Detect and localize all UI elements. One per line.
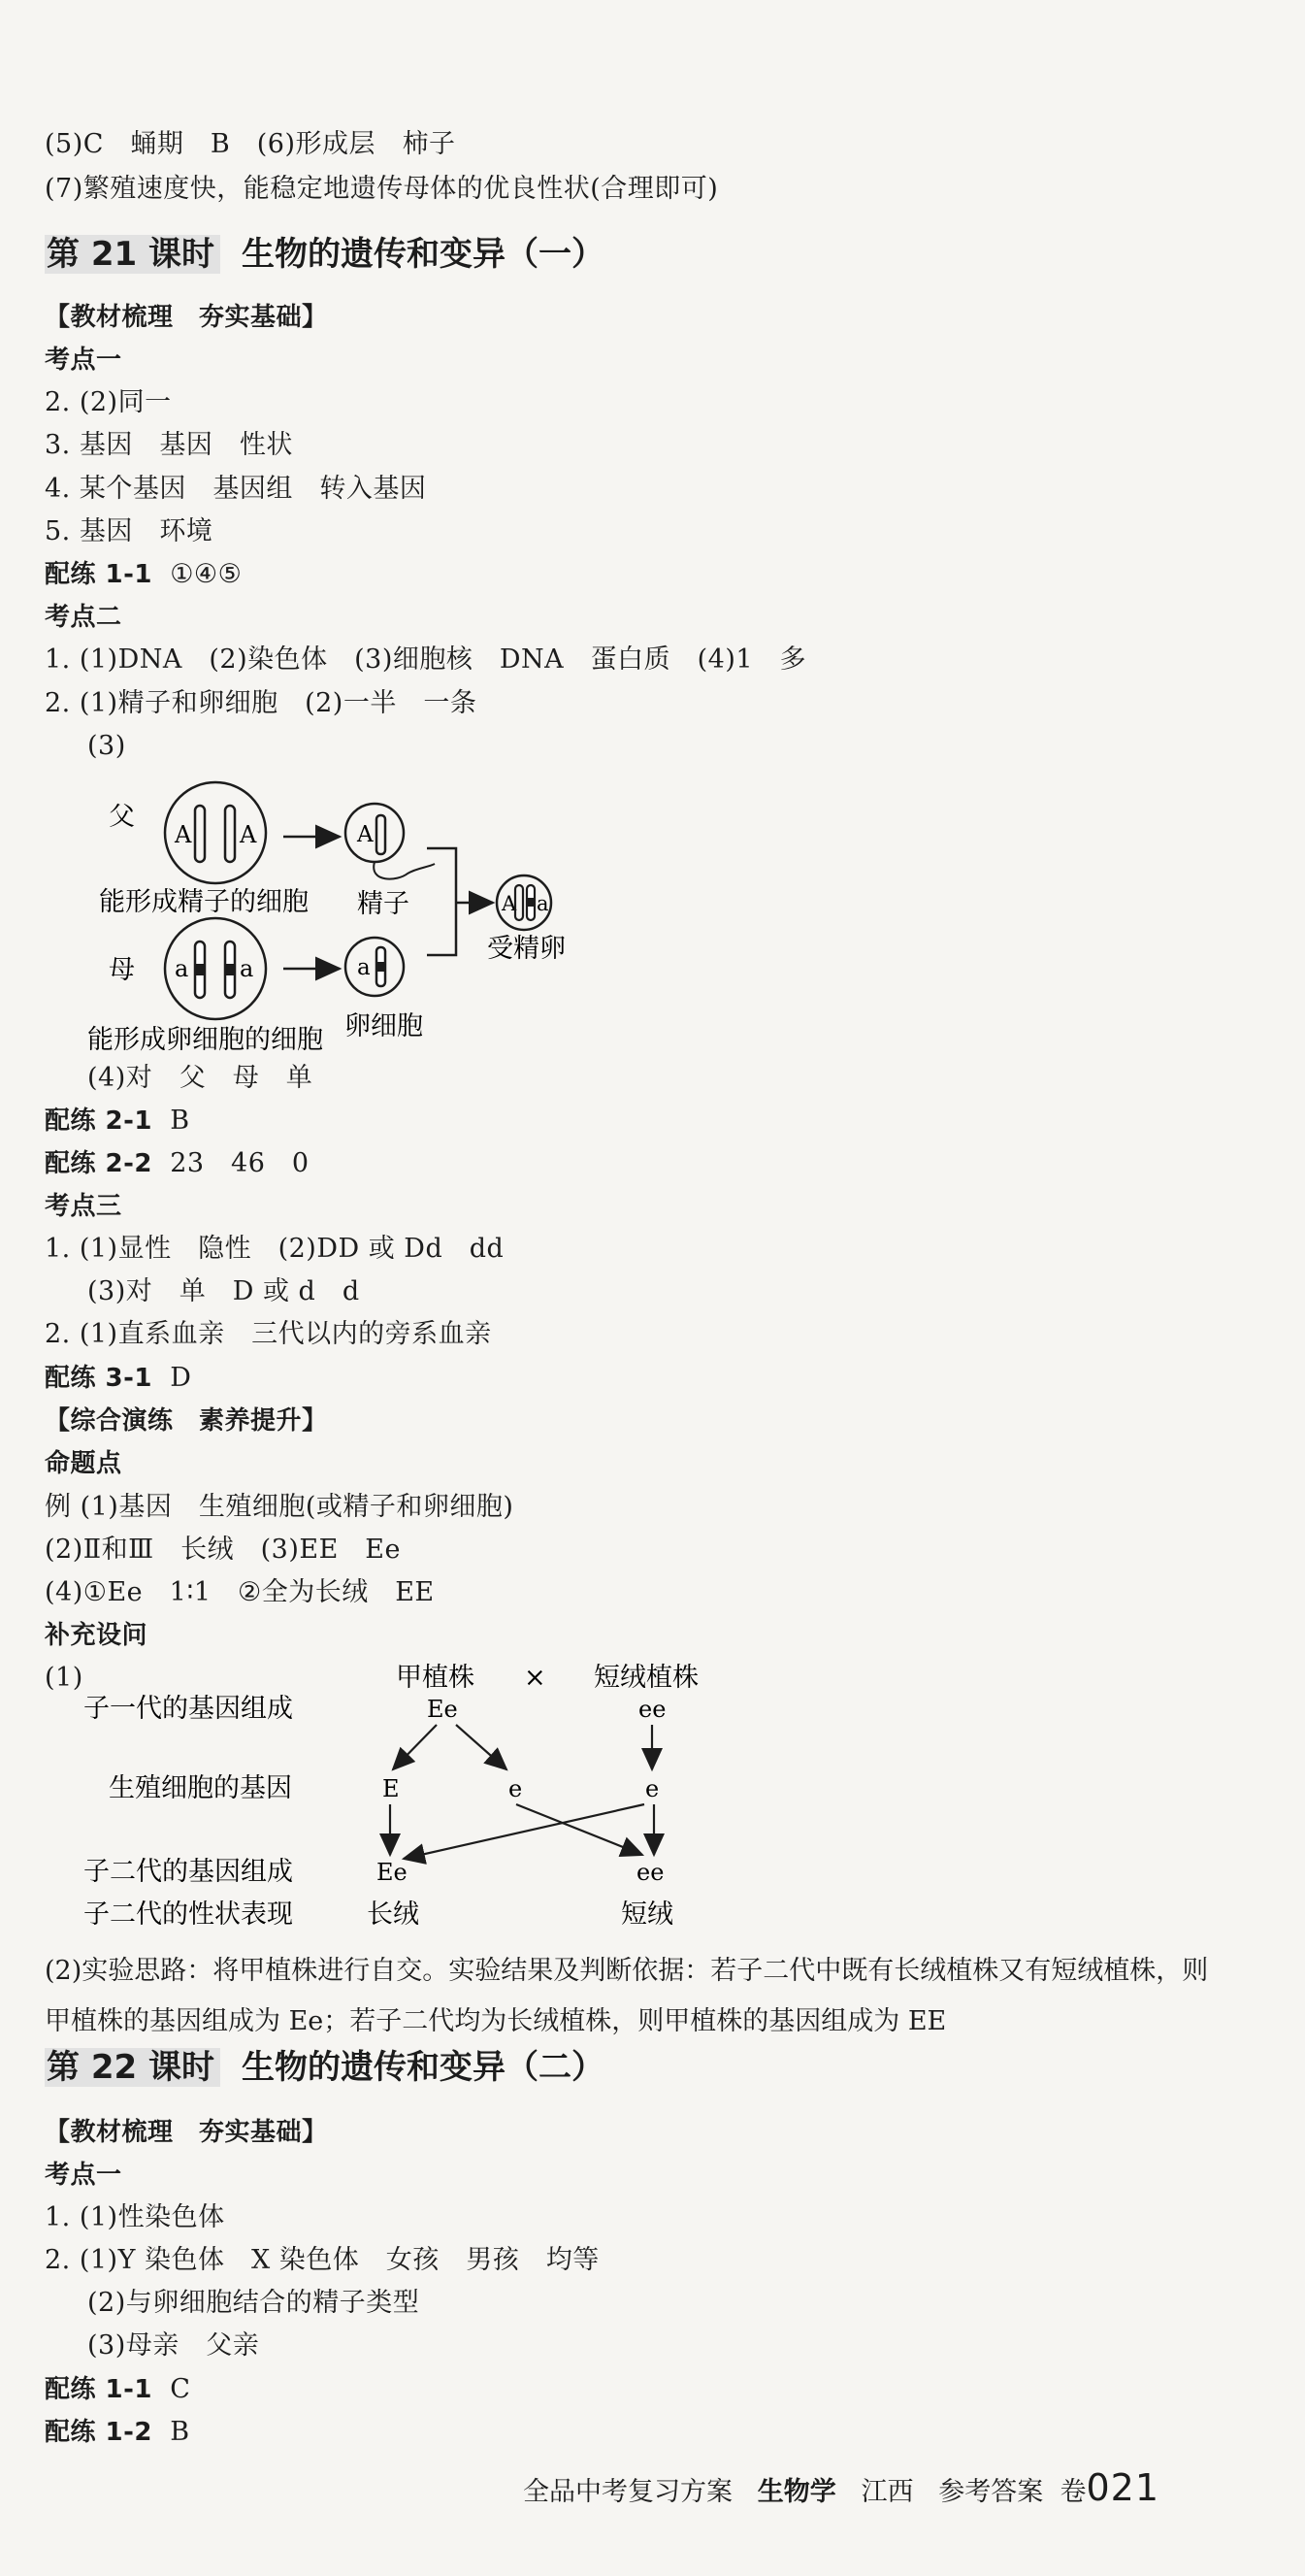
allele-label: a — [175, 955, 189, 982]
answer-line: (3)对 单 D 或 d d — [87, 1276, 360, 1306]
father-label: 父 — [109, 802, 135, 832]
key-point-heading: 命题点 — [45, 1449, 122, 1478]
page-footer — [523, 2468, 1159, 2512]
answer-line: (4)对 父 母 单 — [87, 1063, 313, 1093]
chromosome — [195, 806, 205, 862]
volume-label: 卷 — [1060, 2477, 1087, 2507]
answer-line: 1. (1)显性 隐性 (2)DD 或 Dd dd — [45, 1234, 505, 1264]
row-label: 子二代的性状表现 — [83, 1899, 293, 1930]
allele-label: A — [357, 822, 374, 847]
practice-answer: B — [170, 1106, 190, 1136]
answer-line: (3)母亲 父亲 — [87, 2330, 260, 2361]
arrow — [456, 1725, 506, 1769]
chromosome — [225, 806, 235, 862]
answer-line: 2. (2)同一 — [45, 387, 172, 417]
key-point-heading: 补充设问 — [45, 1621, 148, 1650]
practice-label: 配练 3-1 — [45, 1364, 153, 1393]
cell-label: 能形成精子的细胞 — [99, 887, 309, 917]
genotype: ee — [636, 1859, 665, 1886]
zygote-label: 受精卵 — [487, 934, 566, 964]
centromere — [195, 964, 205, 975]
practice-answer: B — [170, 2417, 190, 2447]
egg-cell — [345, 938, 404, 996]
answer-line: (3) — [87, 731, 126, 761]
parent-label: 短绒植株 — [594, 1663, 699, 1693]
chromosome-diagram — [0, 767, 602, 1058]
practice-answer: 23 46 0 — [170, 1148, 310, 1178]
arrow — [393, 1725, 437, 1769]
practice-line — [45, 1362, 191, 1395]
answer-line: 例 (1)基因 生殖细胞(或精子和卵细胞) — [45, 1492, 514, 1522]
answer-line: 2. (1)直系血亲 三代以内的旁系血亲 — [45, 1319, 492, 1349]
allele-label: A — [175, 821, 192, 848]
sperm-tail — [374, 862, 435, 879]
centromere — [527, 898, 535, 907]
answer-line: (2)与卵细胞结合的精子类型 — [87, 2288, 420, 2318]
egg-label: 卵细胞 — [344, 1011, 423, 1041]
practice-answer: ①④⑤ — [170, 559, 243, 589]
practice-label: 配练 1-1 — [45, 2375, 153, 2404]
subject: 生物学 — [757, 2477, 836, 2507]
book-title: 全品中考复习方案 — [523, 2477, 734, 2507]
chromosome — [515, 885, 523, 920]
gamete: E — [382, 1775, 400, 1802]
practice-line — [45, 1105, 190, 1138]
cell-label: 能形成卵细胞的细胞 — [87, 1025, 323, 1055]
allele-label: a — [240, 955, 254, 982]
practice-label: 配练 1-2 — [45, 2418, 153, 2447]
practice-line — [45, 2416, 190, 2449]
allele-label: A — [502, 892, 517, 915]
answer-line: (2)Ⅱ和Ⅲ 长绒 (3)EE Ee — [45, 1535, 401, 1565]
answer-line: 4. 某个基因 基因组 转入基因 — [45, 474, 427, 504]
answer-paragraph: (2)实验思路：将甲植株进行自交。实验结果及判断依据：若子二代中既有长绒植株又有短绒植株，则甲植株的基因组成为 Ee；若子二代均为长绒植株，则甲植株的基因组成为 EE — [45, 1956, 1209, 2036]
answer-line: 1. (1)DNA (2)染色体 (3)细胞核 DNA 蛋白质 (4)1 多 — [45, 644, 807, 675]
trait-label: 短绒 — [621, 1899, 673, 1930]
practice-label: 配练 2-1 — [45, 1106, 153, 1136]
answer-line: 2. (1)Y 染色体 X 染色体 女孩 男孩 均等 — [45, 2245, 600, 2275]
allele-label: a — [357, 955, 371, 980]
answer-line: (4)①Ee 1∶1 ②全为长绒 EE — [45, 1577, 435, 1607]
centromere — [376, 962, 385, 972]
genotype: Ee — [376, 1859, 408, 1886]
section-heading: 【综合演练 素养提升】 — [45, 1406, 328, 1436]
answer-line: 3. 基因 基因 性状 — [45, 430, 293, 460]
lesson-22-heading — [45, 2046, 604, 2089]
section-heading: 【教材梳理 夯实基础】 — [45, 2118, 328, 2147]
practice-answer: C — [170, 2374, 191, 2404]
lesson-21-heading — [45, 233, 604, 276]
practice-label: 配练 1-1 — [45, 560, 153, 589]
lesson-number: 第 22 课时 — [45, 2048, 220, 2087]
answer-line: (7)繁殖速度快，能稳定地遗传母体的优良性状(合理即可) — [45, 174, 719, 204]
gamete: e — [508, 1775, 523, 1802]
lesson-number: 第 21 课时 — [45, 235, 220, 274]
answer-line: (5)C 蛹期 B (6)形成层 柿子 — [45, 129, 456, 159]
practice-line — [45, 2373, 190, 2406]
answer-line: 5. 基因 环境 — [45, 516, 213, 546]
key-point-heading: 考点一 — [45, 2161, 122, 2190]
practice-answer: D — [170, 1363, 192, 1393]
answer-line: 1. (1)性染色体 — [45, 2202, 225, 2232]
sperm-label: 精子 — [357, 889, 409, 919]
allele-label: A — [240, 821, 257, 848]
genetic-cross-diagram — [0, 1655, 737, 1936]
lesson-title: 生物的遗传和变异（二） — [242, 2048, 604, 2087]
answer-line: (1) — [45, 1663, 83, 1693]
key-point-heading: 考点三 — [45, 1192, 122, 1221]
arrow — [404, 1804, 644, 1859]
row-label: 子一代的基因组成 — [83, 1694, 293, 1724]
cross-symbol: × — [524, 1663, 546, 1693]
page-number: 021 — [1086, 2466, 1159, 2509]
key-point-heading: 考点一 — [45, 346, 122, 375]
mother-label: 母 — [109, 955, 135, 985]
answer-label: 参考答案 — [938, 2477, 1044, 2507]
region: 江西 — [861, 2477, 914, 2507]
genotype: ee — [638, 1696, 667, 1723]
practice-line — [45, 558, 242, 591]
answer-line: 2. (1)精子和卵细胞 (2)一半 一条 — [45, 688, 477, 718]
practice-label: 配练 2-2 — [45, 1149, 153, 1178]
key-point-heading: 考点二 — [45, 603, 122, 632]
parent-label: 甲植株 — [396, 1663, 474, 1693]
row-label: 生殖细胞的基因 — [109, 1773, 292, 1803]
row-label: 子二代的基因组成 — [83, 1857, 293, 1887]
section-heading: 【教材梳理 夯实基础】 — [45, 303, 328, 332]
chromosome — [376, 815, 385, 854]
sperm-cell — [345, 804, 404, 862]
gamete: e — [645, 1775, 660, 1802]
practice-line — [45, 1147, 310, 1180]
genotype: Ee — [427, 1696, 458, 1723]
centromere — [225, 964, 235, 975]
trait-label: 长绒 — [367, 1899, 419, 1930]
lesson-title: 生物的遗传和变异（一） — [242, 235, 604, 274]
allele-label: a — [537, 892, 549, 915]
